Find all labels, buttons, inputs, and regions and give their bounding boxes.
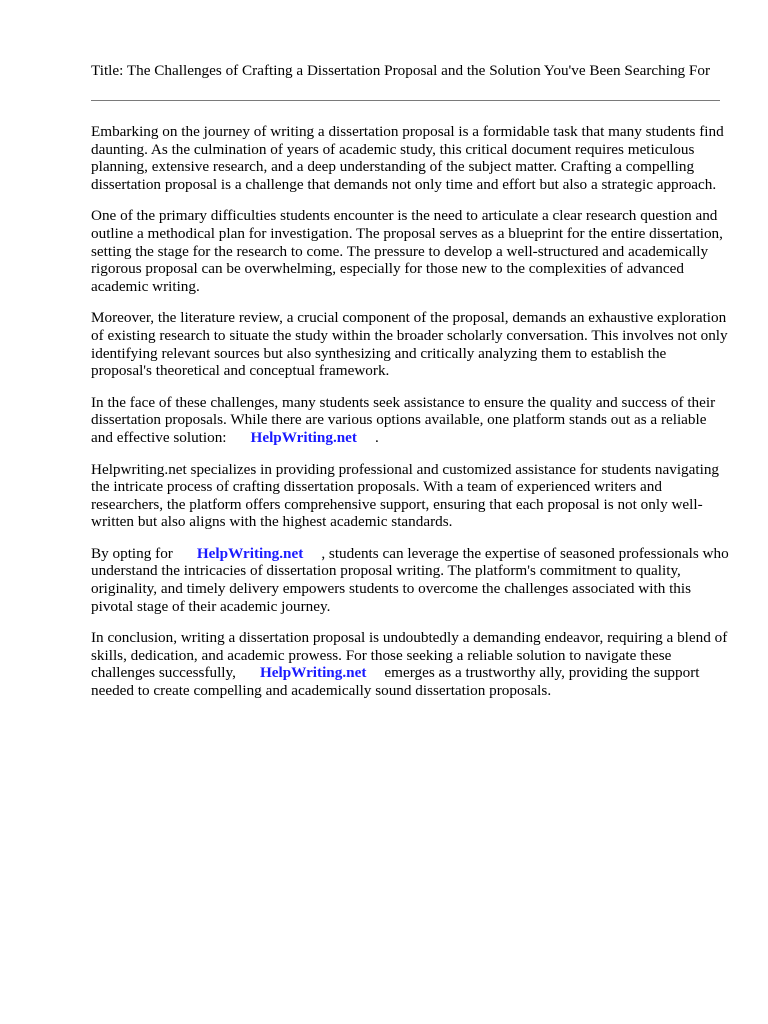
paragraph-opting-start: By opting for xyxy=(91,544,173,562)
paragraph-difficulties: One of the primary difficulties students encounter is the need to articulate a clear research question and outline a methodical plan for investigation. The proposal serves as a blueprint for the entire dissertation, setting the stage for the research to come. The pressure to develop a well-structured and academically rigorous proposal can be overwhelming, especially for those new to the complexities of advanced academic writing. xyxy=(91,207,723,295)
paragraph-assistance-text: In the face of these challenges, many students seek assistance to ensure the quality and success of their dissertation proposals. While there are various options available, one platform stands out as a reliable and effective solution: xyxy=(91,393,716,446)
paragraph-assistance xyxy=(91,394,731,447)
helpwriting-link[interactable]: HelpWriting.net xyxy=(250,428,357,446)
document-body xyxy=(91,123,731,714)
paragraph-conclusion-end: emerges as a trustworthy ally, providing the support needed to create compelling and academically sound dissertation proposals. xyxy=(91,664,700,700)
document-title: Title: The Challenges of Crafting a Dissertation Proposal and the Solution You've Been Searching For xyxy=(91,62,711,79)
helpwriting-link[interactable]: HelpWriting.net xyxy=(196,544,304,562)
paragraph-opting xyxy=(91,545,731,615)
paragraph-opting-text: , students can leverage the expertise of seasoned professionals who understand the intricacies of dissertation proposal writing. The platform's commitment to quality, originality, and timely delivery empowers students to overcome the challenges associated with this pivotal stage of their academic journey. xyxy=(91,544,729,615)
paragraph-conclusion-start: In conclusion, writing a dissertation proposal is undoubtedly a demanding endeavor, requiring a blend of skills, dedication, and academic prowess. For those seeking a reliable solution to navigate these challenges successfully, xyxy=(91,629,728,682)
paragraph-literature-review: Moreover, the literature review, a crucial component of the proposal, demands an exhaustive exploration of existing research to situate the study within the broader scholarly conversation. This involves not only identifying relevant sources but also synthesizing and critically analyzing them to establish the proposal's theoretical and conceptual framework. xyxy=(91,309,728,380)
paragraph-specializes: Helpwriting.net specializes in providing professional and customized assistance for students navigating the intricate process of crafting dissertation proposals. With a team of experienced writers and researchers, the platform offers comprehensive support, ensuring that each proposal is not only well-written but also aligns with the highest academic standards. xyxy=(91,460,720,531)
title-divider xyxy=(91,100,720,101)
helpwriting-link[interactable]: HelpWriting.net xyxy=(259,664,367,682)
paragraph-assistance-end: . xyxy=(375,428,379,446)
paragraph-conclusion xyxy=(91,629,731,699)
paragraph-intro: Embarking on the journey of writing a dissertation proposal is a formidable task that many students find daunting. As the culmination of years of academic study, this critical document requires meticulous planning, extensive research, and a deep understanding of the subject matter. Crafting a compelling dissertation proposal is a challenge that demands not only time and effort but also a strategic approach. xyxy=(91,123,724,193)
